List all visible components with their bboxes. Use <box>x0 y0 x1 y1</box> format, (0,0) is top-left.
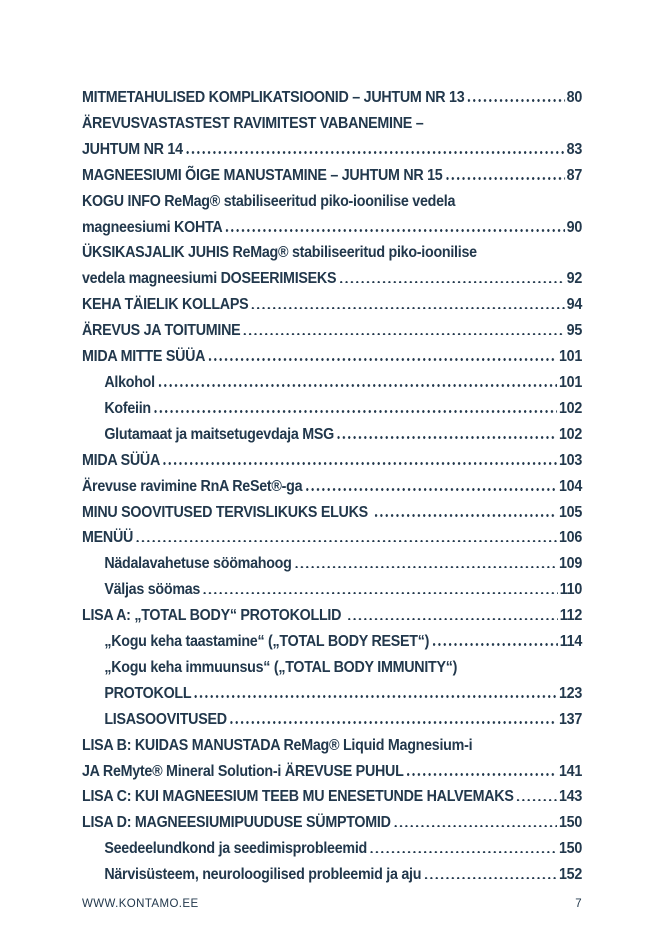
dot-leader <box>137 540 558 543</box>
dot-leader <box>407 773 557 776</box>
footer-website: WWW.KONTAMO.EE <box>82 898 199 910</box>
dot-leader <box>226 229 565 232</box>
toc-entry <box>82 733 582 759</box>
toc-entry-page: 102 <box>558 425 583 443</box>
toc-entry-label: Väljas söömas <box>104 581 201 599</box>
toc-entry-label: JA ReMyte® Mineral Solution-i ÄREVUSE PUHUL <box>82 762 404 780</box>
toc-entry <box>82 344 582 370</box>
toc-entry-label: KEHA TÄIELIK KOLLAPS <box>82 296 249 314</box>
dot-leader <box>154 410 557 413</box>
toc-entry <box>82 266 582 292</box>
toc-entry <box>82 163 582 189</box>
toc-entry-page: 152 <box>558 866 583 884</box>
toc-entry-label: vedela magneesiumi DOSEERIMISEKS <box>82 270 337 288</box>
toc-entry <box>82 681 582 707</box>
dot-leader <box>375 514 557 517</box>
toc-entry-label: MITMETAHULISED KOMPLIKATSIOONID – JUHTUM NR 13 <box>82 89 465 106</box>
toc-entry <box>82 474 582 500</box>
dot-leader <box>517 799 557 802</box>
toc-entry <box>82 370 582 396</box>
toc-entry-label: PROTOKOLL <box>104 684 192 702</box>
toc-entry-page: 109 <box>558 555 583 573</box>
toc-entry-page: 150 <box>558 840 583 858</box>
toc-entry-label: Ärevuse ravimine RnA ReSet®-ga <box>82 477 303 495</box>
toc-entry-page: 123 <box>558 684 583 702</box>
toc-entry-label: Närvisüsteem, neuroloogilised probleemid ja aju <box>104 866 422 884</box>
toc-entry-page: 141 <box>558 762 583 780</box>
dot-leader <box>209 358 557 361</box>
dot-leader <box>468 99 565 102</box>
dot-leader <box>295 566 557 569</box>
toc-entry-label: ÄREVUSVASTASTEST RAVIMITEST VABANEMINE – <box>82 114 424 132</box>
page-footer <box>82 897 582 912</box>
toc-entry-page: 137 <box>558 710 583 728</box>
toc-entry <box>82 189 582 215</box>
toc-entry-page: 110 <box>559 581 583 599</box>
toc-entry-label: „Kogu keha taastamine“ („TOTAL BODY RESET“) <box>104 633 430 651</box>
toc-entry-page: 87 <box>566 166 583 184</box>
toc-entry <box>82 85 582 111</box>
dot-leader <box>306 488 557 491</box>
toc-entry <box>82 629 582 655</box>
toc-entry-label: MENÜÜ <box>82 529 134 547</box>
toc-entry <box>82 318 582 344</box>
toc-entry-page: 105 <box>558 503 583 521</box>
toc-entry <box>82 707 582 733</box>
toc-entry <box>82 577 582 603</box>
toc-entry-page: 112 <box>559 607 583 625</box>
toc-entry-page: 106 <box>558 529 583 547</box>
toc-entry-page: 94 <box>566 296 583 314</box>
toc-entry <box>82 862 582 888</box>
toc-entry-label: magneesiumi KOHTA <box>82 218 223 236</box>
dot-leader <box>230 721 557 724</box>
toc-entry-page: 102 <box>558 399 583 417</box>
toc-entry-page: 114 <box>559 633 583 651</box>
toc-entry-label: ÄREVUS JA TOITUMINE <box>82 322 241 340</box>
dot-leader <box>338 436 558 439</box>
toc-entry-label: JUHTUM NR 14 <box>82 140 183 158</box>
dot-leader <box>252 307 565 310</box>
toc-entry <box>82 422 582 448</box>
dot-leader <box>204 592 558 595</box>
toc-entry <box>82 137 582 163</box>
toc-entry-page: 104 <box>558 477 583 495</box>
toc-list <box>82 85 582 888</box>
toc-entry <box>82 551 582 577</box>
toc-entry-label: ÜKSIKASJALIK JUHIS ReMag® stabiliseeritud piko-ioonilise <box>82 244 477 262</box>
toc-entry <box>82 111 582 137</box>
toc-entry-page: 80 <box>566 89 583 106</box>
toc-entry-label: Nädalavahetuse söömahoog <box>104 555 292 573</box>
toc-entry <box>82 836 582 862</box>
toc-entry-label: LISA B: KUIDAS MANUSTADA ReMag® Liquid Magnesium-i <box>82 736 473 754</box>
dot-leader <box>394 825 557 828</box>
toc-entry-page: 150 <box>558 814 583 832</box>
dot-leader <box>433 643 558 646</box>
toc-entry-label: KOGU INFO ReMag® stabiliseeritud piko-ioonilise vedela <box>82 192 456 210</box>
toc-entry-page: 83 <box>566 140 583 158</box>
toc-entry <box>82 215 582 241</box>
dot-leader <box>244 333 565 336</box>
toc-entry-label: Seedeelundkond ja seedimisprobleemid <box>104 840 368 858</box>
footer-page-number: 7 <box>575 898 582 910</box>
toc-entry <box>82 525 582 551</box>
toc-entry <box>82 810 582 836</box>
toc-entry-label: MINU SOOVITUSED TERVISLIKUKS ELUKS <box>82 503 372 521</box>
toc-entry <box>82 784 582 810</box>
dot-leader <box>186 151 565 154</box>
dot-leader <box>195 695 557 698</box>
toc-entry <box>82 396 582 422</box>
dot-leader <box>446 177 565 180</box>
toc-entry <box>82 655 582 681</box>
toc-entry-page: 95 <box>566 322 583 340</box>
toc-entry-page: 92 <box>566 270 583 288</box>
toc-entry-label: „Kogu keha immuunsus“ („TOTAL BODY IMMUNITY“) <box>104 658 458 676</box>
dot-leader <box>158 384 557 387</box>
toc-entry-label: Alkohol <box>104 373 155 391</box>
toc-entry <box>82 759 582 785</box>
dot-leader <box>425 877 557 880</box>
toc-entry <box>82 500 582 526</box>
toc-entry-label: MIDA SÜÜA <box>82 451 161 469</box>
toc-entry <box>82 240 582 266</box>
toc-entry <box>82 292 582 318</box>
toc-entry-page: 103 <box>558 451 583 469</box>
dot-leader <box>371 851 558 854</box>
table-of-contents <box>82 85 582 888</box>
toc-entry-label: MAGNEESIUMI ÕIGE MANUSTAMINE – JUHTUM NR 15 <box>82 166 443 184</box>
toc-entry-label: LISA C: KUI MAGNEESIUM TEEB MU ENESETUNDE HALVEMAKS <box>82 788 514 806</box>
dot-leader <box>164 462 558 465</box>
toc-entry-page: 101 <box>558 373 583 391</box>
toc-entry-label: LISASOOVITUSED <box>104 710 227 728</box>
toc-entry-page: 101 <box>558 348 583 366</box>
toc-entry-label: LISA A: „TOTAL BODY“ PROTOKOLLID <box>82 607 345 625</box>
toc-entry-label: LISA D: MAGNEESIUMIPUUDUSE SÜMPTOMID <box>82 814 391 832</box>
toc-entry-page: 90 <box>566 218 583 236</box>
dot-leader <box>348 618 558 621</box>
toc-entry-page: 143 <box>558 788 583 806</box>
toc-entry-label: Kofeiin <box>104 399 151 417</box>
dot-leader <box>340 281 565 284</box>
toc-entry <box>82 603 582 629</box>
toc-entry-label: Glutamaat ja maitsetugevdaja MSG <box>104 425 334 443</box>
toc-entry <box>82 448 582 474</box>
toc-entry-label: MIDA MITTE SÜÜA <box>82 348 206 366</box>
